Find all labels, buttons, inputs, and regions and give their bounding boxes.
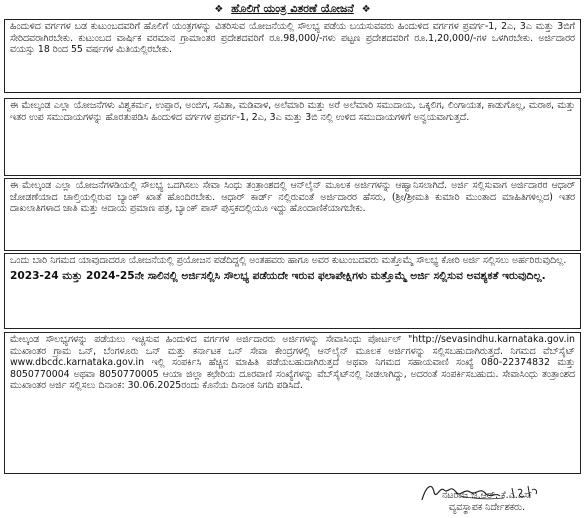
applicable-communities-box bbox=[4, 98, 581, 176]
contact-info-box bbox=[4, 332, 581, 474]
notice-title-row bbox=[0, 2, 585, 17]
signatory-name: ನಟರಾಜ ಜಿ.ಆರ್. ಕೆ.ಎ.ಎಸ್ bbox=[441, 490, 533, 501]
previous-applicants-paragraph: 2023-24 ಮತ್ತು 2024-25ನೇ ಸಾಲಿನಲ್ಲಿ ಅರ್ಜಿಸಲ್ಲಿಸಿ ಸೌಲಭ್ಯ ಪಡೆಯದೇ ಇರುವ ಫಲಾಪೇಕ್ಷಿಗಳು ಮತ್ತೊಮ್ಮೆ ಅರ್ಜಿ ಸಲ್ಲಿಸುವ ಅವಶ್ಯಕತೆ ಇರುವುದಿಲ್ಲ. bbox=[10, 269, 546, 282]
signatory-block bbox=[402, 490, 572, 514]
notice-title: ಹೊಲಿಗೆ ಯಂತ್ರ ವಿತರಣೆ ಯೋಜನೆ bbox=[231, 2, 354, 15]
eligibility-box bbox=[4, 19, 581, 93]
diamond-ornament-icon: ❖ bbox=[214, 4, 224, 15]
eligibility-paragraph: ಹಿಂದುಳಿದ ವರ್ಗಗಳ ಬಡ ಕುಟುಂಬದವರಿಗೆ ಹೊಲಿಗೆ ಯಂತ್ರಗಳನ್ನು ವಿತರಿಸುವ ಯೋಜನೆಯಲ್ಲಿ ಸೌಲಭ್ಯ ಪಡೆಯ ಬಯಸುವವರು ಹಿಂದುಳಿದ ವರ್ಗಗಳ ಪ್ರವರ್ಗ-1, 2ಎ, 3ಎ ಮತ್ತು 3ಬಿಗೆ ಸೇರಿದವರಾಗಿರಬೇಕು. ಕುಟುಂಬದ ವಾರ್ಷಿಕ ವರಮಾನ ಗ್ರಾಮಾಂತರ ಪ್ರದೇಶದವರಿಗೆ ರೂ.98,000/-ಗಳು ಪಟ್ಟಣ ಪ್ರದೇಶದವರಿಗೆ ರೂ.1,20,000/-ಗಳ ಒಳಗಿರಬೇಕು. ಅರ್ಜಿದಾರರ ವಯಸ್ಸು 18 ರಿಂದ 55 ವರ್ಷಗಳ ಮಿತಿಯಲ್ಲಿರಬೇಕು. bbox=[10, 21, 575, 56]
signatory-designation: ವ್ಯವಸ್ಥಾಪಕ ನಿರ್ದೇಶಕರು. bbox=[448, 502, 526, 513]
contact-info-paragraph: ಮೇಲ್ಕಂಡ ಸೌಲಭ್ಯಗಳನ್ನು ಪಡೆಯಲು ಇಚ್ಚಿಸುವ ಹಿಂದುಳಿದ ವರ್ಗಗಳ ಅರ್ಜಿದಾರರು ಅರ್ಜಿಗಳನ್ನು ಸೇವಾಸಿಂಧು ಪೋರ್ಟಲ್ "http://sevasindhu.karnataka.gov.in ಮುಖಾಂತರ ಗ್ರಾಮ ಒನ್, ಬೆಂಗಳೂರು ಒನ್ ಮತ್ತು ಕರ್ನಾಟಕ ಒನ್ ಸೇವಾ ಕೇಂದ್ರಗಳಲ್ಲಿ ಆನ್‌ಲೈನ್ ಮೂಲಕ ಅರ್ಜಿಗಳನ್ನು ಸಲ್ಲಿಸಬಹುದಾಗಿರುತ್ತದೆ. ನಿಗಮದ ವೆಬ್‌ಸೈಟ್ www.dbcdc.karnataka.gov.in ಇಲ್ಲಿ ಸಂಪರ್ಕಿಸಿ ಹೆಚ್ಚಿನ ಮಾಹಿತಿ ಪಡೆಯಬಹುದಾಗಿರುತ್ತದೆ ಅಥವಾ ನಿಗಮದ ಸಹಾಯವಾಣಿ ಸಂಖ್ಯೆ 080-22374832 ಮತ್ತು 8050770004 ಅಥವಾ 8050770005 ಆಯಾ ಜಿಲ್ಲಾ ಕಛೇರಿಯ ದೂರವಾಣಿ ಸಂಖ್ಯೆಗಳನ್ನು ವೆಬ್‌ಸೈಟ್‌ನಲ್ಲಿ ನೀಡಲಾಗಿದ್ದು, ಅದರಂತೆ ಸಂಪರ್ಕಿಸಬಹುದು. ಸೇವಾಸಿಂಧು ತಂತ್ರಾಂಶದ ಮುಖಾಂತರ ಅರ್ಜಿ ಸಲ್ಲಿಸಲು ದಿನಾಂಕ: 30.06.2025ರಂದು ಕೊನೆಯ ದಿನಾಂಕ ನಿಗದಿ ಪಡಿಸಿದೆ. bbox=[10, 334, 575, 392]
communities-paragraph: ಈ ಮೇಲ್ಕಂಡ ಎಲ್ಲಾ ಯೋಜನೆಗಳು ವಿಶ್ವಕರ್ಮ, ಉಪ್ಪಾರ, ಅಂಬಿಗ, ಸವಿತಾ, ಮಡಿವಾಳ, ಅಲೆಮಾರಿ ಮತ್ತು ಅರೆ ಅಲೆಮಾರಿ ಸಮುದಾಯ, ಒಕ್ಕಲಿಗ, ಲಿಂಗಾಯತ, ಕಾಡುಗೊಲ್ಲ, ಮರಾಠ, ಮತ್ತು ಇತರ ಉಪ ಸಮುದಾಯಗಳನ್ನು ಹೊರತುಪಡಿಸಿ ಹಿಂದುಳಿದ ವರ್ಗಗಳ ಪ್ರವರ್ಗ-1, 2ಎ, 3ಎ ಮತ್ತು 3ಬಿ ನಲ್ಲಿ ಉಳಿದ ಸಮುದಾಯಗಳಿಗೆ ಅನ್ವಯವಾಗುತ್ತದೆ. bbox=[10, 100, 575, 123]
diamond-ornament-icon: ❖ bbox=[361, 4, 371, 15]
online-application-paragraph: ಈ ಮೇಲ್ಕಂಡ ಎಲ್ಲಾ ಯೋಜನೆಗಳಡಿಯಲ್ಲಿ ಸೌಲಭ್ಯ ಒದಗಿಸಲು ಸೇವಾ ಸಿಂಧು ತಂತ್ರಾಂಶದಲ್ಲಿ ಆನ್‌ಲೈನ್ ಮೂಲಕ ಅರ್ಜಿಗಳನ್ನು ಆಹ್ವಾನಿಸಲಾಗಿದೆ. ಅರ್ಜಿ ಸಲ್ಲಿಸುವಾಗ ಅರ್ಜಿದಾರರ ಆಧಾರ್ ಜೋಡಣೆಯಾದ ಚಾಲ್ತಿಯಲ್ಲಿರುವ ಬ್ಯಾಂಕ್ ಖಾತೆ ಹೊಂದಿರಬೇಕು. ಆಧಾರ್ ಕಾರ್ಡ್ ನಲ್ಲಿರುವಂತೆ ಅರ್ಜಿದಾರರ ಹೆಸರು, (ಶ್ರೀ/ಶ್ರೀಮತಿ ಕುಮಾರಿ ಮುಂತಾದ ಮಾಹಿತಿಗಳಿಲ್ಲದ) ಇತರ ದಾಖಲಾತಿಗಳಾದ ಜಾತಿ ಮತ್ತು ಆದಾಯ ಪ್ರಮಾಣ ಪತ್ರ, ಬ್ಯಾಂಕ್ ಪಾಸ್ ಪುಸ್ತಕದಲ್ಲಿಯೂ ಇದ್ದು ಹೊಂದಾಣಿಕೆಯಾಗಬೇಕು. bbox=[10, 180, 575, 215]
online-application-box bbox=[4, 178, 581, 251]
repeat-benefit-box bbox=[4, 253, 581, 329]
repeat-benefit-paragraph: ಒಂದು ಬಾರಿ ನಿಗಮದ ಯಾವುದಾದರೂ ಯೋಜನೆಯಲ್ಲಿ ಪ್ರಯೋಜನ ಪಡೆದಿದ್ದಲ್ಲಿ ಅಂತಹವರು ಹಾಗೂ ಅವರ ಕುಟುಂಬದವರು ಮತ್ತೊಮ್ಮೆ ಸೌಲಭ್ಯ ಕೋರಿ ಅರ್ಜಿ ಸಲ್ಲಿಸಲು ಅರ್ಹರಿರುವುದಿಲ್ಲ. bbox=[10, 255, 567, 266]
